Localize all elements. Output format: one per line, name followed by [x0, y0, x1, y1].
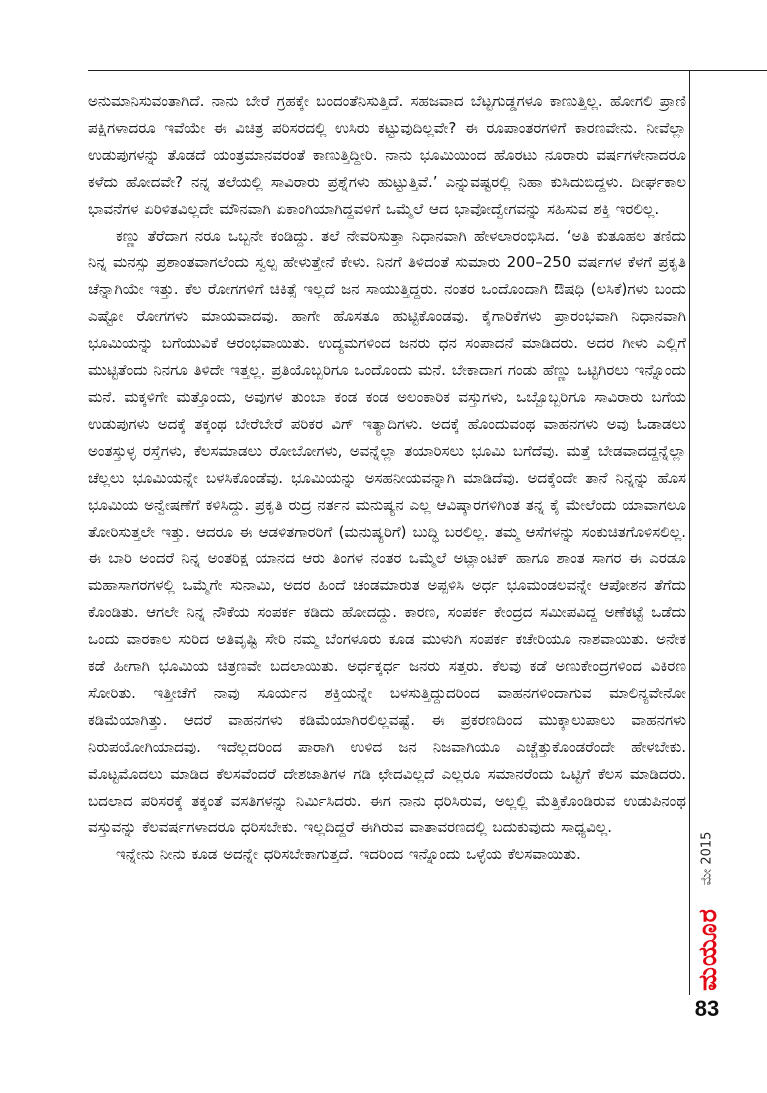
paragraph-1: ಅನುಮಾನಿಸುವಂತಾಗಿದೆ. ನಾನು ಬೇರೆ ಗ್ರಹಕ್ಕೇ ಬಂದಂತೆನಿಸುತ್ತಿದೆ. ಸಹಜವಾದ ಬೆಟ್ಟಗುಡ್ಡಗಳೂ ಕಾಣುತ್ತಿಲ್ಲ. ಹೋಗಲಿ ಪ್ರಾಣಿ ಪಕ್ಷಿಗಳಾದರೂ ಇವೆಯೇ ಈ ವಿಚಿತ್ರ ಪರಿಸರದಲ್ಲಿ ಉಸಿರು ಕಟ್ಟುವುದಿಲ್ಲವೇ? ಈ ರೂಪಾಂತರಗಳಿಗೆ ಕಾರಣವೇನು. ನೀವೆಲ್ಲಾ ಉಡುಪುಗಳನ್ನು ತೊಡದೆ ಯಂತ್ರಮಾನವರಂತೆ ಕಾಣುತ್ತಿದ್ದೀರಿ. ನಾನು ಭೂಮಿಯಿಂದ ಹೊರಟು ನೂರಾರು ವರ್ಷಗಳೇನಾದರೂ ಕಳೆದು ಹೋದವೇ? ನನ್ನ ತಲೆಯಲ್ಲಿ ಸಾವಿರಾರು ಪ್ರಶ್ನೆಗಳು ಹುಟ್ಟುತ್ತಿವೆ.’ ಎನ್ನುವಷ್ಟರಲ್ಲಿ ನಿಹಾ ಕುಸಿದುಬಿದ್ದಳು. ದೀರ್ಘಕಾಲ ಭಾವನೆಗಳ ಏರಿಳಿತವಿಲ್ಲದೇ ಮೌನವಾಗಿ ಏಕಾಂಗಿಯಾಗಿದ್ದವಳಿಗೆ ಒಮ್ಮೆಲೆ ಆದ ಭಾವೋದ್ವೇಗವನ್ನು ಸಹಿಸುವ ಶಕ್ತಿ ಇರಲಿಲ್ಲ.: [88, 92, 686, 218]
paragraph-3: ಇನ್ನೇನು ನೀನು ಕೂಡ ಅದನ್ನೇ ಧರಿಸಬೇಕಾಗುತ್ತದೆ. ಇದರಿಂದ ಇನ್ನೊಂದು ಒಳ್ಳೆಯ ಕೆಲಸವಾಯಿತು.: [116, 845, 581, 864]
page-number: 83: [694, 996, 720, 1021]
header-rule: [88, 70, 767, 71]
masthead: [694, 782, 720, 992]
margin-rule: [689, 70, 690, 995]
issue-date: ಮೇ 2015: [699, 831, 715, 885]
magazine-logo: [694, 906, 720, 992]
article-body: [88, 88, 686, 868]
paragraph-2: ಕಣ್ಣು ತೆರೆದಾಗ ನರೂ ಒಬ್ಬನೇ ಕಂಡಿದ್ದು. ತಲೆ ನೇವರಿಸುತ್ತಾ ನಿಧಾನವಾಗಿ ಹೇಳಲಾರಂಭಿಸಿದ. ‘ಅತಿ ಕುತೂಹಲ ತಣಿದು ನಿನ್ನ ಮನಸ್ಸು ಪ್ರಶಾಂತವಾಗಲೆಂದು ಸ್ವಲ್ಪ ಹೇಳುತ್ತೇನೆ ಕೇಳು. ನಿನಗೆ ತಿಳಿದಂತೆ ಸುಮಾರು 200–250 ವರ್ಷಗಳ ಕೆಳಗೆ ಪ್ರಕೃತಿ ಚೆನ್ನಾಗಿಯೇ ಇತ್ತು. ಕೆಲ ರೋಗಗಳಿಗೆ ಚಿಕಿತ್ಸೆ ಇಲ್ಲದೆ ಜನ ಸಾಯುತ್ತಿದ್ದರು. ನಂತರ ಒಂದೊಂದಾಗಿ ಔಷಧಿ (ಲಸಿಕೆ)ಗಳು ಬಂದು ಎಷ್ಟೋ ರೋಗಗಳು ಮಾಯವಾದವು. ಹಾಗೇ ಹೊಸತೂ ಹುಟ್ಟಿಕೊಂಡವು. ಕೈಗಾರಿಕೆಗಳು ಪ್ರಾರಂಭವಾಗಿ ನಿಧಾನವಾಗಿ ಭೂಮಿಯನ್ನು ಬಗೆಯುವಿಕೆ ಆರಂಭವಾಯಿತು. ಉದ್ಯಮಗಳಿಂದ ಜನರು ಧನ ಸಂಪಾದನೆ ಮಾಡಿದರು. ಅದರ ಗೀಳು ಎಲ್ಲಿಗೆ ಮುಟ್ಟಿತೆಂದು ನಿನಗೂ ತಿಳಿದೇ ಇತ್ತಲ್ಲ. ಪ್ರತಿಯೊಬ್ಬರಿಗೂ ಒಂದೊಂದು ಮನೆ. ಬೇಕಾದಾಗ ಗಂಡು ಹೆಣ್ಣು ಒಟ್ಟಿಗಿರಲು ಇನ್ನೊಂದು ಮನೆ. ಮಕ್ಕಳಿಗೇ ಮತ್ತೊಂದು, ಅವುಗಳ ತುಂಬಾ ಕಂಡ ಕಂಡ ಅಲಂಕಾರಿಕ ವಸ್ತುಗಳು, ಒಬ್ಬೊಬ್ಬರಿಗೂ ಸಾವಿರಾರು ಬಗೆಯ ಉಡುಪುಗಳು ಅದಕ್ಕೆ ತಕ್ಕಂಥ ಬೇರೆಬೇರೆ ಪರಿಕರ ವಿಗ್ ಇತ್ಯಾದಿಗಳು. ಅದಕ್ಕೆ ಹೊಂದುವಂಥ ವಾಹನಗಳು ಅವು ಓಡಾಡಲು ಅಂತಸ್ತುಳ್ಳ ರಸ್ತೆಗಳು, ಕೆಲಸಮಾಡಲು ರೋಬೋಗಳು, ಅವನ್ನೆಲ್ಲಾ ತಯಾರಿಸಲು ಭೂಮಿ ಬಗೆದೆವು. ಮತ್ತೆ ಬೇಡವಾದದ್ದನ್ನೆಲ್ಲಾ ಚೆಲ್ಲಲು ಭೂಮಿಯನ್ನೇ ಬಳಸಿಕೊಂಡೆವು. ಭೂಮಿಯನ್ನು ಅಸಹನೀಯವನ್ನಾಗಿ ಮಾಡಿದೆವು. ಅದಕ್ಕೆಂದೇ ತಾನೆ ನಿನ್ನನ್ನು ಹೊಸ ಭೂಮಿಯ ಅನ್ವೇಷಣೆಗೆ ಕಳಿಸಿದ್ದು. ಪ್ರಕೃತಿ ರುದ್ರ ನರ್ತನ ಮನುಷ್ಯನ ಎಲ್ಲ ಆವಿಷ್ಕಾರಗಳಿಗಿಂತ ತನ್ನ ಕೈ ಮೇಲೆಂದು ಯಾವಾಗಲೂ ತೋರಿಸುತ್ತಲೇ ಇತ್ತು. ಆದರೂ ಈ ಆಡಳಿತಗಾರರಿಗೆ (ಮನುಷ್ಯರಿಗೆ) ಬುದ್ಧಿ ಬರಲಿಲ್ಲ. ತಮ್ಮ ಆಸೆಗಳನ್ನು ಸಂಕುಚಿತಗೊಳಿಸಲಿಲ್ಲ. ಈ ಬಾರಿ ಅಂದರೆ ನಿನ್ನ ಅಂತರಿಕ್ಷ ಯಾನದ ಆರು ತಿಂಗಳ ನಂತರ ಒಮ್ಮೆಲೆ ಅಟ್ಲಾಂಟಿಕ್ ಹಾಗೂ ಶಾಂತ ಸಾಗರ ಈ ಎರಡೂ ಮಹಾಸಾಗರಗಳಲ್ಲಿ ಒಮ್ಮೆಗೇ ಸುನಾಮಿ, ಅದರ ಹಿಂದೆ ಚಂಡಮಾರುತ ಅಪ್ಪಳಿಸಿ ಅರ್ಧ ಭೂಮಂಡಲವನ್ನೇ ಆಪೋಶನ ತೆಗೆದು ಕೊಂಡಿತು. ಆಗಲೇ ನಿನ್ನ ನೌಕೆಯ ಸಂಪರ್ಕ ಕಡಿದು ಹೋದದ್ದು. ಕಾರಣ, ಸಂಪರ್ಕ ಕೇಂದ್ರದ ಸಮೀಪವಿದ್ದ ಅಣೆಕಟ್ಟೆ ಒಡೆದು ಒಂದು ವಾರಕಾಲ ಸುರಿದ ಅತಿವೃಷ್ಟಿ ಸೇರಿ ನಮ್ಮ ಬೆಂಗಳೂರು ಕೂಡ ಮುಳುಗಿ ಸಂಪರ್ಕ ಕಚೇರಿಯೂ ನಾಶವಾಯಿತು. ಅನೇಕ ಕಡೆ ಹೀಗಾಗಿ ಭೂಮಿಯ ಚಿತ್ರಣವೇ ಬದಲಾಯಿತು. ಅರ್ಧಕ್ಕರ್ಧ ಜನರು ಸತ್ತರು. ಕೆಲವು ಕಡೆ ಅಣುಕೇಂದ್ರಗಳಿಂದ ವಿಕಿರಣ ಸೋರಿತು. ಇತ್ತೀಚೆಗೆ ನಾವು ಸೂರ್ಯನ ಶಕ್ತಿಯನ್ನೇ ಬಳಸುತ್ತಿದ್ದುದರಿಂದ ವಾಹನಗಳಿಂದಾಗುವ ಮಾಲಿನ್ಯವೇನೋ ಕಡಿಮೆಯಾಗಿತ್ತು. ಆದರೆ ವಾಹನಗಳು ಕಡಿಮೆಯಾಗಿರಲಿಲ್ಲವಷ್ಟೆ. ಈ ಪ್ರಕರಣದಿಂದ ಮುಕ್ಕಾಲುಪಾಲು ವಾಹನಗಳು ನಿರುಪಯೋಗಿಯಾದವು. ಇದೆಲ್ಲದರಿಂದ ಪಾರಾಗಿ ಉಳಿದ ಜನ ನಿಜವಾಗಿಯೂ ಎಚ್ಚೆತ್ತುಕೊಂಡರೆಂದೇ ಹೇಳಬೇಕು. ಮೊಟ್ಟಮೊದಲು ಮಾಡಿದ ಕೆಲಸವೆಂದರೆ ದೇಶಜಾತಿಗಳ ಗಡಿ ಛೇದವಿಲ್ಲದೆ ಎಲ್ಲರೂ ಸಮಾನರೆಂದು ಒಟ್ಟಿಗೆ ಕೆಲಸ ಮಾಡಿದರು. ಬದಲಾದ ಪರಿಸರಕ್ಕೆ ತಕ್ಕಂತೆ ವಸತಿಗಳನ್ನು ನಿರ್ಮಿಸಿದರು. ಈಗ ನಾನು ಧರಿಸಿರುವ, ಅಲ್ಲಲ್ಲಿ ಮೆತ್ತಿಕೊಂಡಿರುವ ಉಡುಪಿನಂಥ ವಸ್ತುವನ್ನು ಕೆಲವರ್ಷಗಳಾದರೂ ಧರಿಸಬೇಕು. ಇಲ್ಲದಿದ್ದರೆ ಈಗಿರುವ ವಾತಾವರಣದಲ್ಲಿ ಬದುಕುವುದು ಸಾಧ್ಯವಿಲ್ಲ.: [88, 226, 686, 837]
issue-date-box: [694, 818, 720, 898]
magazine-logo-text: ಮಯೂರ: [692, 907, 722, 991]
